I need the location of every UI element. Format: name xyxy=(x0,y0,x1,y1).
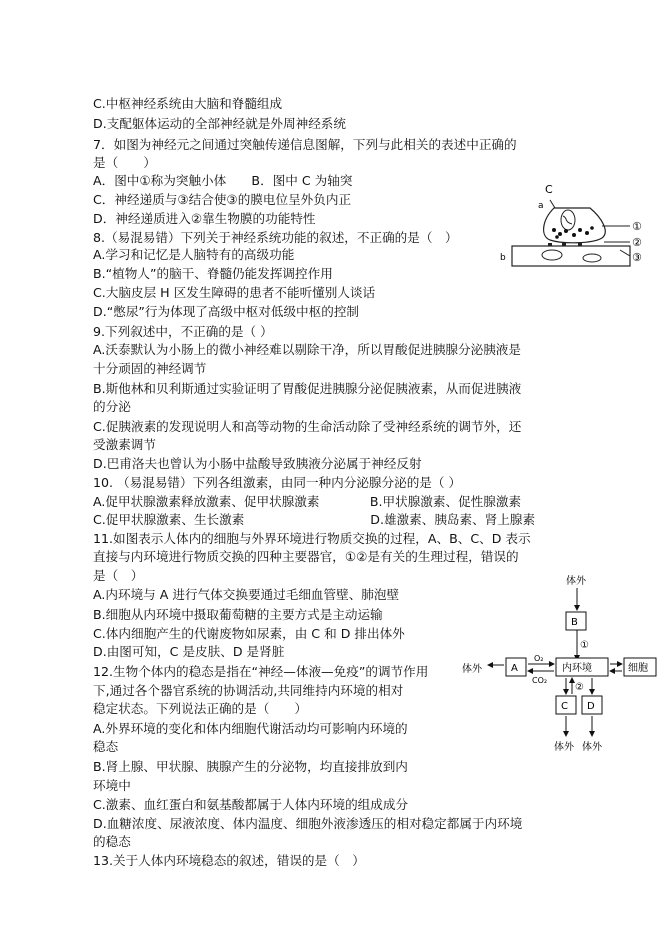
synapse-label-b: b xyxy=(500,253,506,263)
text-line: 11.如图表示人体内的细胞与外界环境进行物质交换的过程，A、B、C、D 表示 xyxy=(93,531,531,546)
synapse-diagram xyxy=(492,178,662,273)
svg-text:细胞: 细胞 xyxy=(628,663,648,674)
text-line: A.外界环境的变化和体内细胞代谢活动均可影响内环境的 xyxy=(93,721,408,736)
text-line: 下,通过各个器官系统的协调活动,共同维持内环境的相对 xyxy=(93,683,404,698)
text-line: B.细胞从内环境中摄取葡萄糖的主要方式是主动运输 xyxy=(93,607,383,622)
text-line: 稳态 xyxy=(93,739,119,754)
text-line: C.中枢神经系统由大脑和脊髓组成 xyxy=(93,96,283,111)
text-line: 的稳态 xyxy=(93,834,131,849)
mark-1: ① xyxy=(632,220,642,233)
text-line: D.血糖浓度、尿液浓度、体内温度、细胞外液渗透压的相对稳定都属于内环境 xyxy=(93,816,523,831)
text-line: A.学习和记忆是人脑特有的高级功能 xyxy=(93,247,295,262)
text-line: 直接与内环境进行物质交换的四种主要器官，①②是有关的生理过程，错误的 xyxy=(93,549,519,564)
o2-label: O₂ xyxy=(534,654,544,663)
text-line: 8.（易混易错）下列关于神经系统功能的叙述，不正确的是（ ） xyxy=(93,230,458,245)
synapse-label-c: C xyxy=(545,183,553,196)
text-line: 受激素调节 xyxy=(93,437,156,452)
text-line: 12.生物个体内的稳态是指在“神经—体液—免疫”的调节作用 xyxy=(93,664,429,679)
process-1-label: ① xyxy=(580,640,589,651)
svg-text:C: C xyxy=(561,701,568,712)
svg-text:B: B xyxy=(571,617,578,628)
text-line: 十分顽固的神经调节 xyxy=(93,361,207,376)
text-line: 9.下列叙述中，不正确的是（ ） xyxy=(93,324,273,339)
text-line: B.“植物人”的脑干、脊髓仍能发挥调控作用 xyxy=(93,266,333,281)
text-line: C.激素、血红蛋白和氨基酸都属于人体内环境的组成成分 xyxy=(93,797,409,812)
postsynaptic-cell xyxy=(512,246,630,266)
synapse-label-a: a xyxy=(538,201,544,211)
text-line: A．图中①称为突触小体 B．图中 C 为轴突 xyxy=(93,173,353,188)
text-line: D.由图可知，C 是皮肤、D 是肾脏 xyxy=(93,644,285,659)
text-line: A.内环境与 A 进行气体交换要通过毛细血管壁、肺泡壁 xyxy=(93,587,400,602)
svg-text:A: A xyxy=(511,663,518,674)
outside-c-label: 体外 xyxy=(554,742,574,753)
text-line: 10. （易混易错）下列各组激素，由同一种内分泌腺分泌的是（ ） xyxy=(93,475,462,490)
text-line: 的分泌 xyxy=(93,399,131,414)
text-line: C．神经递质与③结合使③的膜电位呈外负内正 xyxy=(93,192,352,207)
co2-label: CO₂ xyxy=(532,676,548,685)
process-2-label: ② xyxy=(575,682,584,693)
text-line: 7．如图为神经元之间通过突触传递信息图解，下列与此相关的表述中正确的 xyxy=(93,137,517,152)
text-line: A.促甲状腺激素释放激素、促甲状腺激素 B.甲状腺激素、促性腺激素 xyxy=(93,494,522,509)
mark-3: ③ xyxy=(632,251,642,264)
text-line: 是（ ） xyxy=(93,568,144,583)
text-line: 环境中 xyxy=(93,778,131,793)
text-line: C.促胰液素的发现说明人和高等动物的生命活动除了受神经系统的调节外，还 xyxy=(93,419,522,434)
text-line: B.肾上腺、甲状腺、胰腺产生的分泌物，均直接排放到内 xyxy=(93,759,408,774)
outside-d-label: 体外 xyxy=(582,742,602,753)
text-line: C.体内细胞产生的代谢废物如尿素，由 C 和 D 排出体外 xyxy=(93,626,405,641)
text-line: B.斯他林和贝利斯通过实验证明了胃酸促进胰腺分泌促胰液素，从而促进胰液 xyxy=(93,381,522,396)
text-line: 13.关于人体内环境稳态的叙述，错误的是（ ） xyxy=(93,853,365,868)
svg-text:内环境: 内环境 xyxy=(562,663,592,674)
text-line: 稳定状态。下列说法正确的是（ ） xyxy=(93,701,308,716)
text-line: 是（ ） xyxy=(93,155,156,170)
text-line: A.沃泰默认为小肠上的微小神经难以剔除干净，所以胃酸促进胰腺分泌胰液是 xyxy=(93,342,521,357)
outside-top-label: 体外 xyxy=(566,576,586,587)
text-line: D．神经递质进入②靠生物膜的功能特性 xyxy=(93,211,316,226)
mark-2: ② xyxy=(632,236,642,249)
text-line: D.支配躯体运动的全部神经就是外周神经系统 xyxy=(93,116,346,131)
svg-text:D: D xyxy=(587,701,595,712)
text-line: C.促甲状腺激素、生长激素 D.雄激素、胰岛素、肾上腺素 xyxy=(93,512,536,527)
internal-environment-diagram xyxy=(462,572,660,757)
text-line: D.“憋尿”行为体现了高级中枢对低级中枢的控制 xyxy=(93,304,360,319)
outside-left-label: 体外 xyxy=(462,664,482,675)
text-line: C.大脑皮层 H 区发生障碍的患者不能听懂别人谈话 xyxy=(93,285,376,300)
text-line: D.巴甫洛夫也曾认为小肠中盐酸导致胰液分泌属于神经反射 xyxy=(93,456,422,471)
